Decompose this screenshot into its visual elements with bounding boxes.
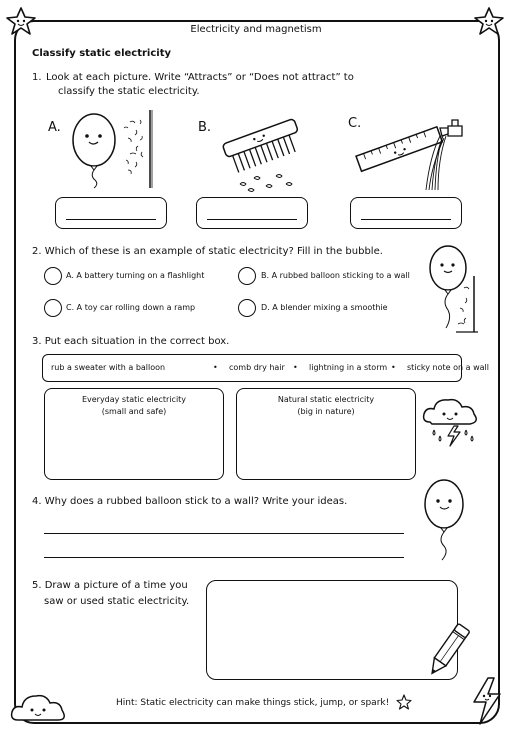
label-a: A. (48, 120, 61, 135)
word-bank (42, 354, 489, 382)
answer-box-c[interactable] (350, 197, 462, 229)
bubble-option-a[interactable] (44, 267, 62, 285)
balloon-icon (422, 474, 470, 564)
option-a-label: A. A battery turning on a flashlight (66, 271, 205, 280)
section-subtitle: Classify static electricity (32, 48, 172, 59)
star-icon (396, 694, 412, 710)
answer-box-b[interactable] (196, 197, 308, 229)
q1-number: 1. (32, 72, 42, 83)
sort-box-everyday[interactable] (44, 388, 224, 480)
word-bank-separator: • (293, 363, 298, 372)
page-title: Electricity and magnetism (190, 24, 322, 35)
word-bank-separator: • (391, 363, 396, 372)
writing-line[interactable] (44, 557, 404, 558)
word-bank-item: comb dry hair (229, 363, 285, 372)
sort-box-subtitle: (small and safe) (101, 407, 167, 416)
drawing-box[interactable] (206, 580, 458, 680)
cloud-icon (10, 690, 68, 726)
label-b: B. (198, 120, 212, 135)
balloon-wall-picture (426, 240, 486, 335)
option-d-label: D. A blender mixing a smoothie (261, 303, 388, 312)
pencil-icon (424, 620, 470, 684)
storm-cloud-icon (420, 394, 484, 448)
sort-box-title: Everyday static electricity (81, 395, 187, 404)
sort-box-subtitle: (big in nature) (297, 407, 355, 416)
label-c: C. (348, 116, 362, 131)
word-bank-item: sticky note on a wall (407, 363, 489, 372)
balloon-wall-picture (70, 108, 180, 188)
comb-picture (220, 118, 310, 193)
answer-box-a[interactable] (55, 197, 167, 229)
word-bank-item: lightning in a storm (309, 363, 388, 372)
word-bank-separator: • (213, 363, 218, 372)
q2-text: 2. Which of these is an example of static electricity? Fill in the bubble. (32, 246, 383, 257)
option-b-label: B. A rubbed balloon sticking to a wall (261, 271, 410, 280)
writing-line[interactable] (44, 533, 404, 534)
bubble-option-b[interactable] (238, 267, 256, 285)
q5-text-line2: saw or used static electricity. (44, 596, 190, 607)
q1-text-line2: classify the static electricity. (58, 86, 200, 97)
bubble-option-d[interactable] (238, 299, 256, 317)
q5-text-line1: 5. Draw a picture of a time you (32, 580, 188, 591)
word-bank-item: rub a sweater with a balloon (51, 363, 166, 372)
q3-text: 3. Put each situation in the correct box. (32, 336, 230, 347)
ruler-water-picture (352, 114, 464, 192)
q4-text: 4. Why does a rubbed balloon stick to a wall? Write your ideas. (32, 496, 348, 507)
q1-text-line1: Look at each picture. Write “Attracts” or “Does not attract” to (46, 72, 354, 83)
sort-box-title: Natural static electricity (277, 395, 375, 404)
option-c-label: C. A toy car rolling down a ramp (66, 303, 196, 312)
hint-text: Hint: Static electricity can make things stick, jump, or spark! (116, 698, 390, 708)
sort-box-natural[interactable] (236, 388, 416, 480)
lightning-icon (470, 676, 504, 726)
bubble-option-c[interactable] (44, 299, 62, 317)
